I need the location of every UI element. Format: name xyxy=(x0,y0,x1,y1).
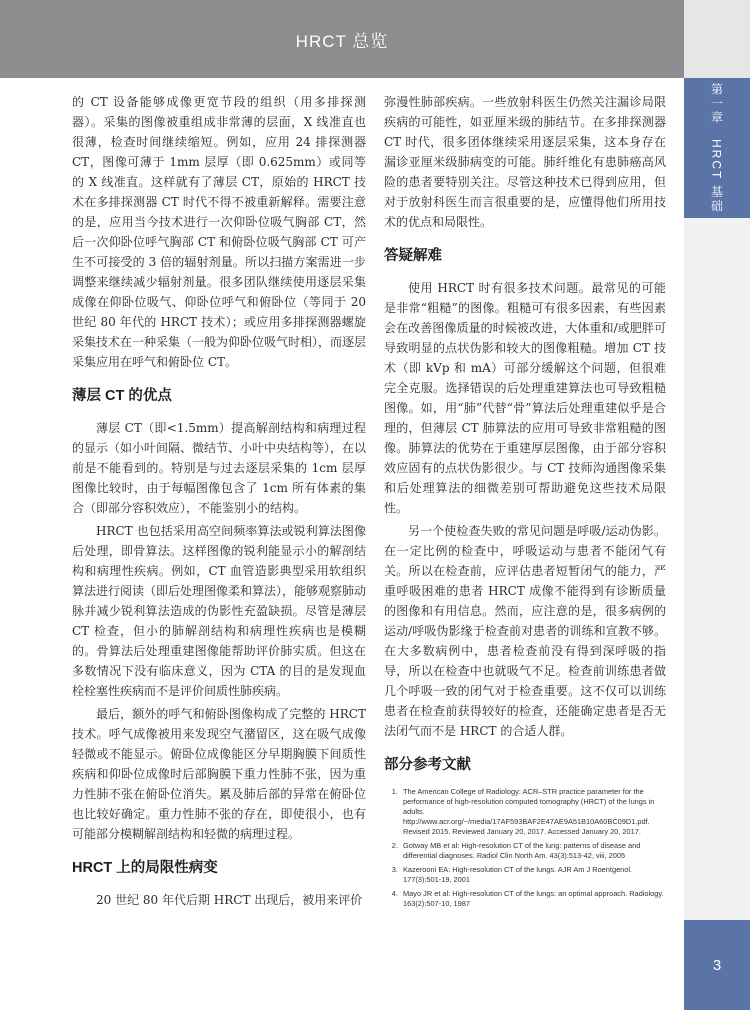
right-column xyxy=(384,92,666,913)
section-heading: HRCT 上的局限性病变 xyxy=(72,860,218,876)
reference-item: 2. Gotway MB et al: High-resolution CT of the lung: patterns of disease and differential diagnoses. Radiol Clin North Am. 43(3):513-42, viii, 2005 xyxy=(400,841,666,861)
paragraph: 使用 HRCT 时有很多技术问题。最常见的可能是非常“粗糙”的图像。粗糙可有很多因素，有些因素会在改善图像质量的时候被改进，大体重和/或肥胖可导致明显的点状伪影和较大的图像粗糙。增加 CT 技术（即 kVp 和 mA）可部分缓解这个问题，但很难完全克服。选择错误的后处理重建算法也可导致粗糙图像。如，用“肺”代替“骨”算法后处理重建似乎是合理的，但薄层 CT 肺算法的应用可导致非常粗糙的图像。肺算法的优势在于重建厚层图像，由于部分容积效应固有的点状伪影很少。与 CT 技师沟通图像采集和后处理算法的细微差别可帮助避免这些技术局限性。 xyxy=(384,281,666,515)
right-sidebar xyxy=(684,0,750,1010)
paragraph: 的 CT 设备能够成像更宽节段的组织（用多排探测器）。采集的图像被重组成非常薄的层面，X 线准直也很薄，检查时间继续缩短。例如，应用 24 排探测器 CT，图像可薄于 1mm 层厚（即 0.625mm）或同等的 X 线准直。这样就有了薄层 CT，原始的 HRCT 技术在多排探测器 CT 时代不得不被重新解释。需要注意的是，应用当今技术进行一次仰卧位吸气胸部 CT，然后一次仰卧位呼气胸部 CT 和俯卧位吸气胸部 CT 可产生不可接受的 3 倍的辐射剂量。所以扫描方案需进一步调整来继续减少辐射剂量。很多团队继续使用逐层采集成像在仰卧位吸气、仰卧位呼气和俯卧位（等同于 20 世纪 80 年代的 HRCT 技术）；或应用多排探测器螺旋采集技术在一种采集（一般为仰卧位吸气时相），而逐层采集应用在呼气和俯卧位 CT。 xyxy=(72,95,367,369)
left-column xyxy=(72,92,366,913)
paragraph: HRCT 也包括采用高空间频率算法或锐利算法图像后处理，即骨算法。这样图像的锐利能显示小的解剖结构和病理性疾病。例如，CT 血管造影典型采用软组织算法进行阅读（即后处理图像柔和算法），能够观察肺动脉并减少锐利算法造成的伪影性充盈缺损。尽管是薄层 CT 检查，但小的肺解剖结构和病理性疾病也是模糊的。骨算法后处理重建图像能帮助评价肺实质。但这在多数情况下没有临床意义，因为 CTA 的目的是发现血栓栓塞性疾病而不是评价间质性肺疾病。 xyxy=(72,524,367,698)
sidebar-top-block xyxy=(684,0,750,78)
section-heading: 部分参考文献 xyxy=(384,757,471,773)
page-number: 3 xyxy=(712,956,722,974)
paragraph: 弥漫性肺部疾病。一些放射科医生仍然关注漏诊局限疾病的可能性，如亚厘米级的肺结节。在多排探测器 CT 时代，很多团体继续采用逐层采集，这本身存在漏诊亚厘米级肺病变的可能。肺纤维化有患肺癌高风险的患者要特别关注。尽管这种技术已得到应用，但对于放射科医生而言很重要的是，应懂得他们所用技术的优点和局限性。 xyxy=(384,95,666,229)
section-heading: 薄层 CT 的优点 xyxy=(72,388,172,404)
reference-list xyxy=(384,787,666,909)
reference-item: 4. Mayo JR et al: High-resolution CT of the lungs: an optimal approach. Radiology. 163(2):507-10, 1987 xyxy=(400,889,666,909)
reference-item: 3. Kazerooni EA: High-resolution CT of the lungs. AJR Am J Roentgenol. 177(3):501-19, 2001 xyxy=(400,865,666,885)
chapter-tab xyxy=(684,78,750,218)
paragraph: 另一个使检查失败的常见问题是呼吸/运动伪影。在一定比例的检查中，呼吸运动与患者不能闭气有关。所以在检查前，应评估患者短暂闭气的能力，严重呼吸困难的患者 HRCT 成像不能得到有诊断质量的图像和有用信息。然而，应注意的是，很多病例的运动/呼吸伪影缘于检查前对患者的训练和宣教不够。在大多数病例中，患者检查前没有得到深呼吸的指导，所以在检查中也就吸气不足。检查前训练患者做几个呼吸一致的闭气对于检查重要。这不仅可以训练患者在检查前获得较好的检查，还能确定患者是否无法闭气而不是 HRCT 的合适人群。 xyxy=(384,524,666,738)
reference-item: 1. The American College of Radiology: ACR–STR practice parameter for the performance of high-resolution computed tomography (HRCT) of the lungs in adults. http://www.acr.org/~/media/17AF593BAF2E47AE9A51B10A60BC09D1.pdf. Revised 2015. Reviewed January 20, 2017. Accessed January 20, 2017. xyxy=(400,787,666,837)
chapter-label: 第一章 HRCT 基础 xyxy=(709,82,724,214)
header-title: HRCT 总览 xyxy=(295,31,389,51)
paragraph: 薄层 CT（即<1.5mm）提高解剖结构和病理过程的显示（如小叶间隔、微结节、小叶中央结构等），在以前是不能看到的。特别是与过去逐层采集的 1cm 层厚图像比较时，由于每幅图像包含了 1cm 所有体素的集合（即部分容积效应），不能鉴别小的结构。 xyxy=(72,421,367,515)
paragraph: 最后，额外的呼气和俯卧图像构成了完整的 HRCT 技术。呼气成像被用来发现空气潴留区，这在吸气成像轻微或不能显示。俯卧位成像能区分早期胸膜下间质性疾病和仰卧位成像时后部胸膜下重力性肺不张，因为重力性肺不张在俯卧位消失。累及肺后部的异常在俯卧位也比较好确定。重力性肺不张的存在，即使很小，也有可能部分模糊解剖结构和轻微的病理过程。 xyxy=(72,707,366,841)
paragraph: 20 世纪 80 年代后期 HRCT 出现后，被用来评价 xyxy=(96,893,363,907)
page-header xyxy=(0,0,684,78)
page-number-box xyxy=(684,920,750,1010)
section-heading: 答疑解难 xyxy=(384,248,442,264)
